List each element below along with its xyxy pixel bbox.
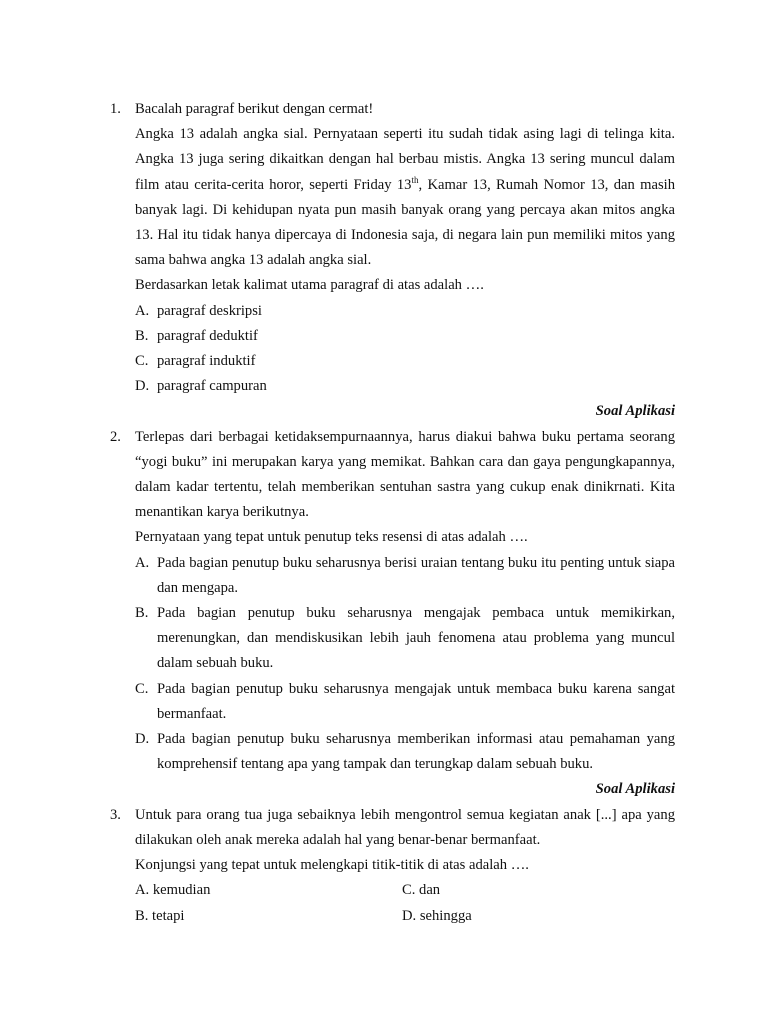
question-number: 3. [110,806,121,823]
option-letter: B. [135,327,149,344]
question-3 [0,803,768,929]
answer-options [135,551,675,778]
answer-option-c[interactable] [135,677,675,727]
option-text: Pada bagian penutup buku seharusnya mengajak untuk membaca buku karena sangat bermanfaat. [157,680,675,722]
answer-option-d[interactable]: D. sehingga [402,907,472,924]
passage-text-start: Angka 13 adalah angka sial. Pernyataan seperti itu sudah tidak asing lagi di telinga kita. Angka 13 juga sering dikaitkan dengan hal berbau mistis. Angka 13 sering muncul dalam film atau cerita-cerita horor, seperti Friday 13 [135,126,675,193]
question-stem: Pernyataan yang tepat untuk penutup teks resensi di atas adalah …. [135,529,528,546]
question-1 [0,97,768,399]
answer-option-d[interactable] [135,374,675,399]
passage-paragraph: Untuk para orang tua juga sebaiknya lebih mengontrol semua kegiatan anak [...] apa yang dilakukan oleh anak mereka adalah hal yang benar-benar bermanfaat. [135,806,675,848]
option-text: Pada bagian penutup buku seharusnya memberikan informasi atau pemahaman yang komprehensif tentang apa yang tampak dan terungkap dalam sebuah buku. [157,731,675,773]
option-letter: D. [135,378,150,395]
option-text: Pada bagian penutup buku seharusnya berisi uraian tentang buku itu penting untuk siapa dan mengapa. [157,554,675,596]
passage-paragraph: Terlepas dari berbagai ketidaksempurnaannya, harus diakui bahwa buku pertama seorang “yogi buku” ini merupakan karya yang memikat. Bahkan cara dan gaya pengungkapannya, dalam kadar tertentu, telah memberikan sentuhan sastra yang cukup enak dinikrnati. Kita menantikan karya berikutnya. [135,428,675,521]
superscript-th: th [411,174,419,185]
question-2 [0,425,768,778]
answer-option-a[interactable] [135,551,675,601]
option-letter: D. [135,731,150,748]
option-letter: B. [135,605,149,622]
option-text: paragraf campuran [157,378,267,395]
question-prompt: Bacalah paragraf berikut dengan cermat! [135,101,374,117]
option-letter: A. [135,302,150,319]
option-letter: A. [135,554,150,571]
option-text: paragraf deduktif [157,327,258,344]
question-body [135,803,675,929]
answer-option-a[interactable]: A. kemudian [135,882,211,899]
option-text: paragraf induktif [157,353,256,370]
document-page [0,97,768,929]
answer-option-b[interactable]: B. tetapi [135,907,185,924]
option-text: Pada bagian penutup buku seharusnya mengajak pembaca untuk memikirkan, merenungkan, dan mendiskusikan lebih jauh fenomena atau problema yang muncul dalam sebuah buku. [157,605,675,672]
question-body [135,97,675,399]
question-body [135,425,675,778]
answer-options [135,878,675,928]
answer-option-c[interactable] [135,349,675,374]
option-text: paragraf deskripsi [157,302,262,319]
answer-option-b[interactable] [135,601,675,677]
answer-option-c[interactable]: C. dan [402,882,441,899]
question-stem: Konjungsi yang tepat untuk melengkapi titik-titik di atas adalah …. [135,857,529,874]
passage-paragraph [135,122,675,273]
answer-option-a[interactable] [135,299,675,324]
answer-options [135,299,675,400]
question-number: 2. [110,428,121,445]
question-category-tag: Soal Aplikasi [595,403,675,420]
question-category-tag: Soal Aplikasi [595,781,675,798]
option-letter: C. [135,680,149,697]
passage-text-end: , Kamar 13, Rumah Nomor 13, dan masih banyak lagi. Di kehidupan nyata pun masih banyak orang yang percaya akan mitos angka 13. Hal itu tidak hanya dipercaya di Indonesia saja, di negara lain pun memiliki mitos yang sama bahwa angka 13 adalah angka sial. [135,176,676,269]
option-letter: C. [135,353,149,370]
question-number: 1. [110,101,121,117]
answer-option-d[interactable] [135,727,675,777]
question-stem: Berdasarkan letak kalimat utama paragraf di atas adalah …. [135,277,484,294]
answer-option-b[interactable] [135,324,675,349]
